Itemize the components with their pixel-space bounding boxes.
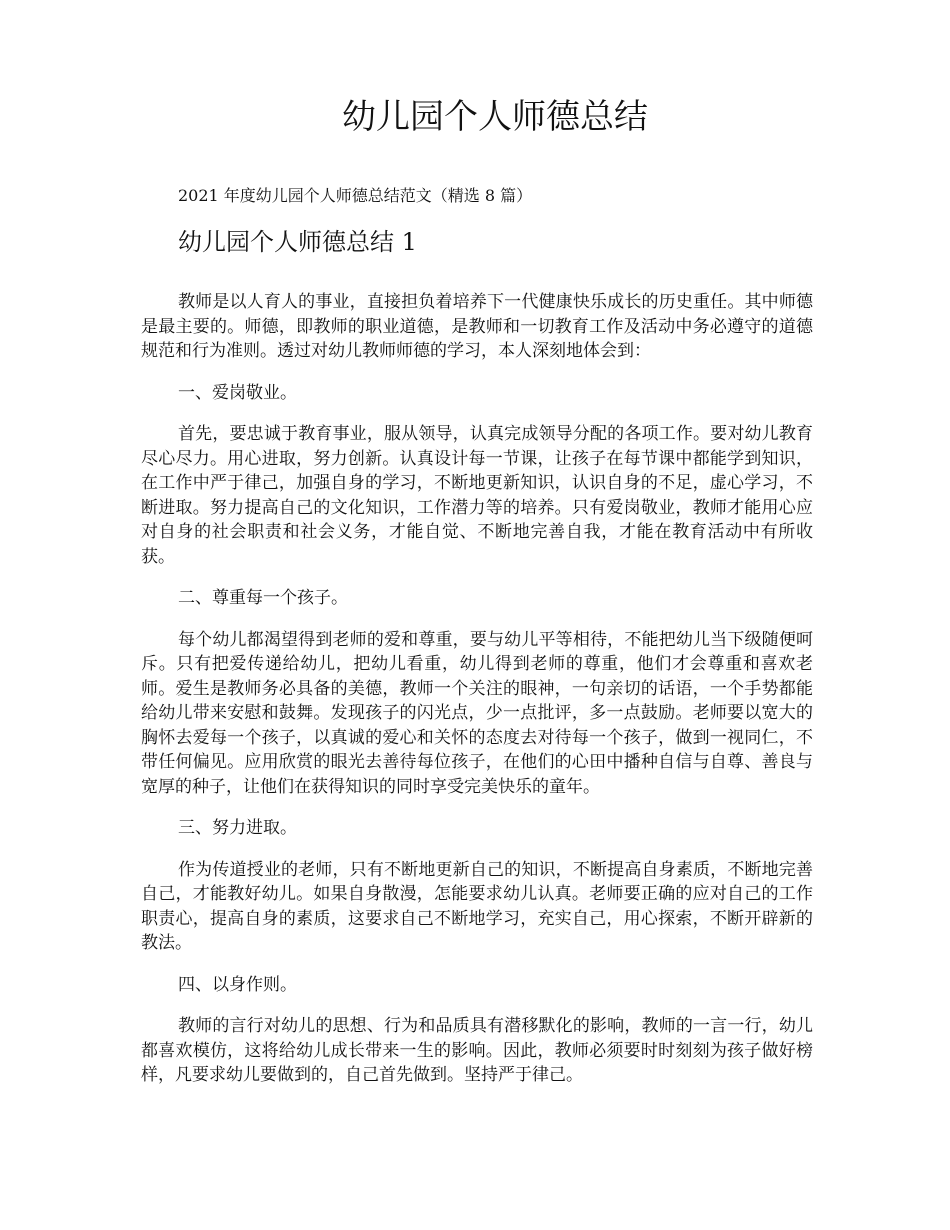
heading-4: 四、以身作则。 (178, 974, 297, 995)
document-title: 幼儿园个人师德总结 (342, 97, 648, 137)
paragraph-4: 教师的言行对幼儿的思想、行为和品质具有潜移默化的影响，教师的一言一行，幼儿都喜欢模仿，这将给幼儿成长带来一生的影响。因此，教师必须要时时刻刻为孩子做好榜样，凡要求幼儿要做到的，自己首先做到。坚持严于律己。 (141, 1016, 813, 1085)
paragraph-2: 每个幼儿都渴望得到老师的爱和尊重，要与幼儿平等相待，不能把幼儿当下级随便呵斥。只有把爱传递给幼儿，把幼儿看重，幼儿得到老师的尊重，他们才会尊重和喜欢老师。爱生是教师务必具备的美德，教师一个关注的眼神，一句亲切的话语，一个手势都能给幼儿带来安慰和鼓舞。发现孩子的闪光点，少一点批评，多一点鼓励。老师要以宽大的胸怀去爱每一个孩子，以真诚的爱心和关怀的态度去对待每一个孩子，做到一视同仁，不带任何偏见。应用欣赏的眼光去善待每位孩子，在他们的心田中播种自信与自尊、善良与宽厚的种子，让他们在获得知识的同时享受完美快乐的童年。 (141, 629, 813, 797)
paragraph-3: 作为传道授业的老师，只有不断地更新自己的知识，不断提高自身素质，不断地完善自己，才能教好幼儿。如果自身散漫，怎能要求幼儿认真。老师要正确的应对自己的工作职责心，提高自身的素质，这要求自己不断地学习，充实自己，用心探索，不断开辟新的教法。 (141, 859, 813, 953)
document-subtitle: 2021 年度幼儿园个人师德总结范文（精选 8 篇） (178, 186, 533, 205)
heading-2: 二、尊重每一个孩子。 (178, 588, 348, 608)
section-title: 幼儿园个人师德总结 1 (178, 228, 417, 256)
document-body (141, 290, 813, 1105)
heading-1: 一、爱岗敬业。 (178, 382, 297, 403)
heading-3: 三、努力进取。 (178, 818, 297, 838)
paragraph-1: 首先，要忠诚于教育事业，服从领导，认真完成领导分配的各项工作。要对幼儿教育尽心尽力。用心进取，努力创新。认真设计每一节课，让孩子在每节课中都能学到知识，在工作中严于律己，加强自身的学习，不断地更新知识，认识自身的不足，虚心学习，不断进取。努力提高自己的文化知识，工作潜力等的培养。只有爱岗敬业，教师才能用心应对自身的社会职责和社会义务，才能自觉、不断地完善自我，才能在教育活动中有所收获。 (141, 424, 813, 567)
intro-paragraph: 教师是以人育人的事业，直接担负着培养下一代健康快乐成长的历史重任。其中师德是最主要的。师德，即教师的职业道德，是教师和一切教育工作及活动中务必遵守的道德规范和行为准则。透过对幼儿教师师德的学习，本人深刻地体会到： (141, 292, 813, 361)
